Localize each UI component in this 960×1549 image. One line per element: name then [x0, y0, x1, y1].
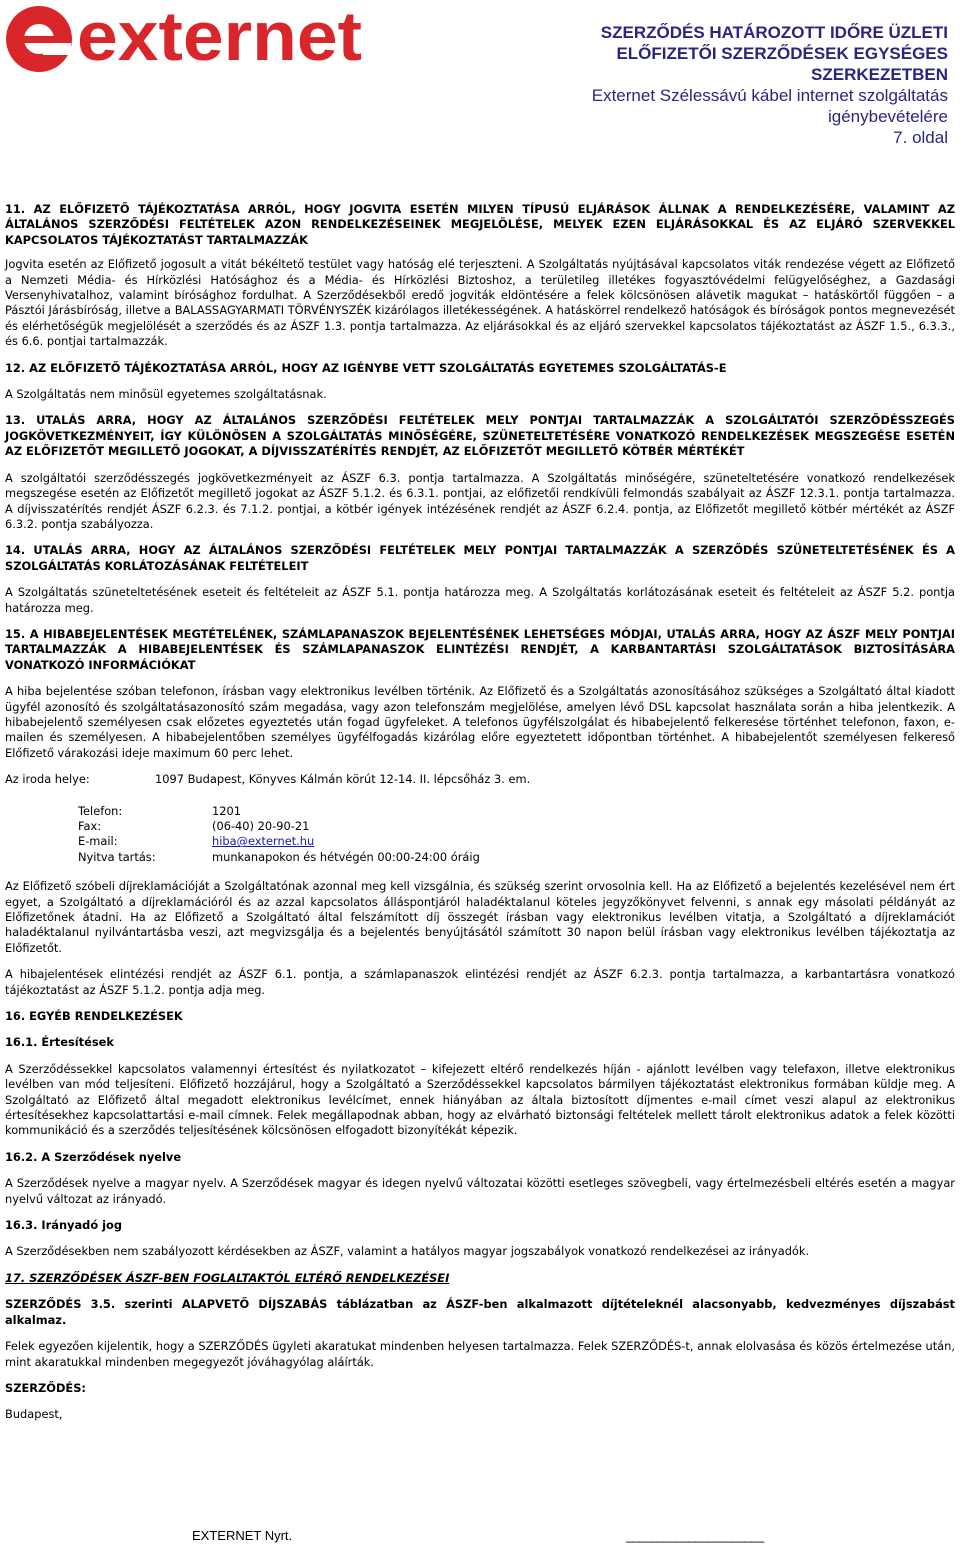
- contact-value: munkanapokon és hétvégén 00:00-24:00 óráig: [212, 849, 480, 864]
- document-body: [5, 202, 955, 1434]
- office-label: Az iroda helye:: [5, 772, 90, 787]
- section-16-1-heading: 16.1. Értesítések: [5, 1035, 114, 1050]
- contact-key: Telefon:: [78, 803, 123, 818]
- service-line-2: igénybevételére: [827, 107, 948, 126]
- office-value: 1097 Budapest, Könyves Kálmán körút 12-14. II. lépcsőház 3. em.: [155, 772, 531, 787]
- page-number: 7. oldal: [893, 128, 948, 147]
- document-title-block: [488, 22, 948, 148]
- contact-row-phone: [78, 804, 955, 819]
- section-11-body: Jogvita esetén az Előfizető jogosult a vitát békéltető testület vagy hatóság elé terjeszteni. A Szolgáltatás nyújtásával kapcsolatos viták rendezése végett az Előfizető a Nemzeti Média- és Hírközlési Hatósághoz és a Média- és Hírközlési Biztoshoz, a területileg illetékes fogyasztóvédelmi felügyelőséghez, a Gazdasági Versenyhivatalhoz, valamint bírósághoz fordulhat. A Szerződésekből eredő jogviták eldöntésére a felek kölcsönösen alávetik magukat – hatáskörtől függően – a Pásztói Járásbíróság, illetve a BALASSAGYARMATI TÖRVÉNYSZÉK kizárólagos illetékességének. A hatáskörrel rendelkező hatóságok és bíróságok pontos megnevezését és elérhetőségük megjelölését a szerződés és az ÁSZF 1.3. pontja tartalmazza. Az eljárásokkal és az eljáró szervekkel kapcsolatos tájékoztatást az ÁSZF 1.5., 6.3.3., és 6.6. pontjai tartalmazzák.: [5, 257, 955, 349]
- svg-text:externet: externet: [77, 3, 362, 75]
- contact-row-email: [78, 834, 955, 849]
- title-line-1: SZERZŐDÉS HATÁROZOTT IDŐRE ÜZLETI: [600, 23, 948, 42]
- section-14-heading: 14. UTALÁS ARRA, HOGY AZ ÁLTALÁNOS SZERZŐDÉSI FELTÉTELEK MELY PONTJAI TARTALMAZZÁK A SZERZŐDÉS SZÜNETELTETÉSÉNEK ÉS A SZOLGÁLTATÁS KORLÁTOZÁSÁNAK FELTÉTELEIT: [5, 543, 955, 573]
- section-11-heading: 11. AZ ELŐFIZETŐ TÁJÉKOZTATÁSA ARRÓL, HOGY JOGVITA ESETÉN MILYEN TÍPUSÚ ELJÁRÁSOK ÁLLNAK A RENDELKEZÉSÉRE, VALAMINT AZ ÁLTALÁNOS SZERZŐDÉSI FELTÉTELEK AZON RENDELKEZÉSEINEK MEGJELÖLÉSE, MELYEK EZEN ELJÁRÁSOKKAL ÉS AZ ELJÁRÓ SZERVEKKEL KAPCSOLATOS TÁJÉKOZTATÁST TARTALMAZZÁK: [5, 202, 955, 247]
- section-17-subheading: SZERZŐDÉS 3.5. szerinti ALAPVETŐ DÍJSZABÁS táblázatban az ÁSZF-ben alkalmazott díjtételeknél alacsonyabb, kedvezményes díjszabást alkalmaz.: [5, 1297, 955, 1327]
- contact-info: [78, 804, 955, 866]
- contact-key: Nyitva tartás:: [78, 849, 156, 864]
- externet-logo: [3, 3, 363, 75]
- signature-line: ______________________: [626, 1528, 764, 1543]
- contact-key: Fax:: [78, 818, 102, 833]
- contact-key: E-mail:: [78, 834, 118, 849]
- title-line-3: SZERKEZETBEN: [811, 65, 948, 84]
- section-17-heading: 17. SZERZŐDÉSEK ÁSZF-BEN FOGLALTAKTÓL ELTÉRŐ RENDELKEZÉSEI: [5, 1270, 450, 1285]
- signature-place: Budapest,: [5, 1407, 63, 1422]
- company-name: EXTERNET Nyrt.: [192, 1528, 293, 1543]
- section-13-heading: 13. UTALÁS ARRA, HOGY AZ ÁLTALÁNOS SZERZŐDÉSI FELTÉTELEK MELY PONTJAI TARTALMAZZÁK A SZOLGÁLTATÓI SZERZŐDÉSSZEGÉS JOGKÖVETKEZMÉNYEIT, ÍGY KÜLÖNÖSEN A SZOLGÁLTATÁS MINŐSÉGÉRE, SZÜNETELTETÉSÉRE VONATKOZÓ RENDELKEZÉSEK MEGSZEGÉSE ESETÉN AZ ELŐFIZETŐT MEGILLETŐ JOGOKAT, A DÍJVISSZATÉRÍTÉS RENDJÉT, AZ ELŐFIZETŐT MEGILLETŐ KÖTBÉR MÉRTÉKÉT: [5, 413, 955, 459]
- section-12-heading: 12. AZ ELŐFIZETŐ TÁJÉKOZTATÁSA ARRÓL, HOGY AZ IGÉNYBE VETT SZOLGÁLTATÁS EGYETEMES SZOLGÁLTATÁS-E: [5, 360, 727, 375]
- section-12-body: A Szolgáltatás nem minősül egyetemes szolgáltatásnak.: [5, 387, 327, 402]
- email-link[interactable]: hiba@externet.hu: [212, 834, 315, 849]
- section-16-1-body: A Szerződéssekkel kapcsolatos valamennyi értesítést és nyilatkozatot – kifejezett eltérő rendelkezés híján - ajánlott levélben vagy telefaxon, illetve elektronikus levélben van mód teljesíteni. Előfizető hozzájárul, hogy a Szolgáltató a Szerződéssekkel kapcsolatos bármilyen tájékoztatást elektronikus formában küldje meg. A Szolgáltató az Előfizető által megadott elektronikus levélcímet, ennek hiányában az általa biztosított díjmentes e-mail címet veszi alapul az elektronikus értesítésekhez kapcsolattartási e-mail címnek. Felek megállapodnak abban, hogy az elvárható biztonsági feltételek mellett tárolt elektronikus adatok a felek közötti kommunikáció és a szerződés teljesítésének kölcsönösen elfogadott bizonyítékát képezik.: [5, 1061, 955, 1138]
- section-15-heading: 15. A HIBABEJELENTÉSEK MEGTÉTELÉNEK, SZÁMLAPANASZOK BEJELENTÉSÉNEK LEHETSÉGES MÓDJAI, UTALÁS ARRA, HOGY AZ ÁSZF MELY PONTJAI TARTALMAZZÁK A HIBABEJELENTÉSEK ÉS SZÁMLAPANASZOK ELINTÉZÉSI RENDJÉT, A KARBANTARTÁSI SZOLGÁLTATÁSOK BIZTOSÍTÁSÁRA VONATKOZÓ INFORMÁCIÓKAT: [5, 626, 955, 672]
- contact-value: (06-40) 20-90-21: [212, 818, 310, 833]
- section-15-body-2: Az Előfizető szóbeli díjreklamációját a Szolgáltatónak azonnal meg kell vizsgálnia, és szükség szerint orvosolnia kell. Ha az Előfizető a bejelentés kezelésével nem ért egyet, a Szolgáltató a díjreklamációról és az azzal kapcsolatos álláspontjáról haladéktalanul köteles jegyzőkönyvet felvenni, s annak egy másolati példányát az Előfizetőnek átadni. Ha az Előfizető a Szolgáltató által felszámított díj összegét írásban vagy elektronikus levélben vitatja, a Szolgáltató a díjreklamációt haladéktalanul nyilvántartásba veszi, azt megvizsgálja és a bejelentés benyújtásától számított 30 napon belül írásban vagy elektronikus levélben tájékoztatja az Előfizetőt.: [5, 879, 955, 955]
- section-16-2-body: A Szerződések nyelve a magyar nyelv. A Szerződések magyar és idegen nyelvű változatai közötti esetleges szövegbeli, vagy értelmezésbeli eltérés esetén a magyar nyelvű változat az irányadó.: [5, 1176, 955, 1206]
- service-line-1: Externet Szélessávú kábel internet szolgáltatás: [591, 86, 948, 105]
- section-16-3-heading: 16.3. Irányadó jog: [5, 1218, 122, 1233]
- title-line-2: ELŐFIZETŐI SZERZŐDÉSEK EGYSÉGES: [616, 44, 948, 63]
- page-header: [0, 0, 960, 160]
- office-address: [5, 772, 955, 787]
- contact-row-hours: [78, 850, 955, 865]
- section-16-3-body: A Szerződésekben nem szabályozott kérdésekben az ÁSZF, valamint a hatályos magyar jogszabályok vonatkozó rendelkezései az irányadók.: [5, 1244, 810, 1259]
- section-15-body-3: A hibajelentések elintézési rendjét az ÁSZF 6.1. pontja, a számlapanaszok elintézési rendjét az ÁSZF 6.2.3. pontja tartalmazza, a karbantartásra vonatkozó tájékoztatást az ÁSZF 5.1.2. pontja adja meg.: [5, 967, 955, 997]
- section-16-2-heading: 16.2. A Szerződések nyelve: [5, 1149, 182, 1164]
- signature-footer: [0, 1528, 960, 1546]
- section-17-body: Felek egyezően kijelentik, hogy a SZERZŐDÉS ügyleti akaratukat mindenben helyesen tartalmazza. Felek SZERZŐDÉS-t, annak elolvasása és közös értelmezése után, mint akaratukkal mindenben megegyezőt jóváhagyólag aláírták.: [5, 1339, 955, 1369]
- contact-row-fax: [78, 819, 955, 834]
- section-14-body: A Szolgáltatás szüneteltetésének eseteit és feltételeit az ÁSZF 5.1. pontja határozza meg. A Szolgáltatás korlátozásának eseteit és feltételeit az ÁSZF 5.2. pontja határozza meg.: [5, 585, 955, 615]
- section-13-body: A szolgáltatói szerződésszegés jogkövetkezményeit az ÁSZF 6.3. pontja tartalmazza. A Szolgáltatás minőségére, szüneteltetésére vonatkozó rendelkezések megszegése esetén az Előfizetőt megillető jogokat az ÁSZF 5.1.2. és 6.3.1. pontjai, az előfizetői rendkívüli felmondás szabályait az ÁSZF 12.3.1. pontja tartalmazza. A díjvisszatérítés rendjét ÁSZF 6.2.3. és 7.1.2. pontjai, a kötbér igények intézésének rendjét az ÁSZF 6.2.4. pontja, az Előfizetőt megillető kötbér mértékét az ÁSZF 6.3.2. pontja szabályozza.: [5, 470, 955, 531]
- section-16-heading: 16. EGYÉB RENDELKEZÉSEK: [5, 1009, 183, 1023]
- signature-heading: SZERZŐDÉS:: [5, 1380, 86, 1395]
- section-15-body-1: A hiba bejelentése szóban telefonon, írásban vagy elektronikus levélben történik. Az Előfizető és a Szolgáltatás azonosításához szükséges a Szolgáltató által kiadott ügyfél azonosító és szolgáltatásazonosító szám megadása, vagy azon telefonszám megjelölése, amelyen lévő DSL kapcsolat használata során a hiba jelentkezik. A hibabejelentő személyesen csak előzetes egyeztetés után fogad ügyfeleket. A telefonos ügyfélszolgálat és hibabejelentő felkeresése történhet telefonon, faxon, e-mailen és személyesen. A hibabejelentőben személyes ügyfélfogadás kizárólag előre egyeztetett időpontban történhet. A hibabejelentőt személyesen felkereső Előfizető várakozási ideje maximum 60 perc lehet.: [5, 684, 955, 760]
- contact-value: 1201: [212, 803, 241, 818]
